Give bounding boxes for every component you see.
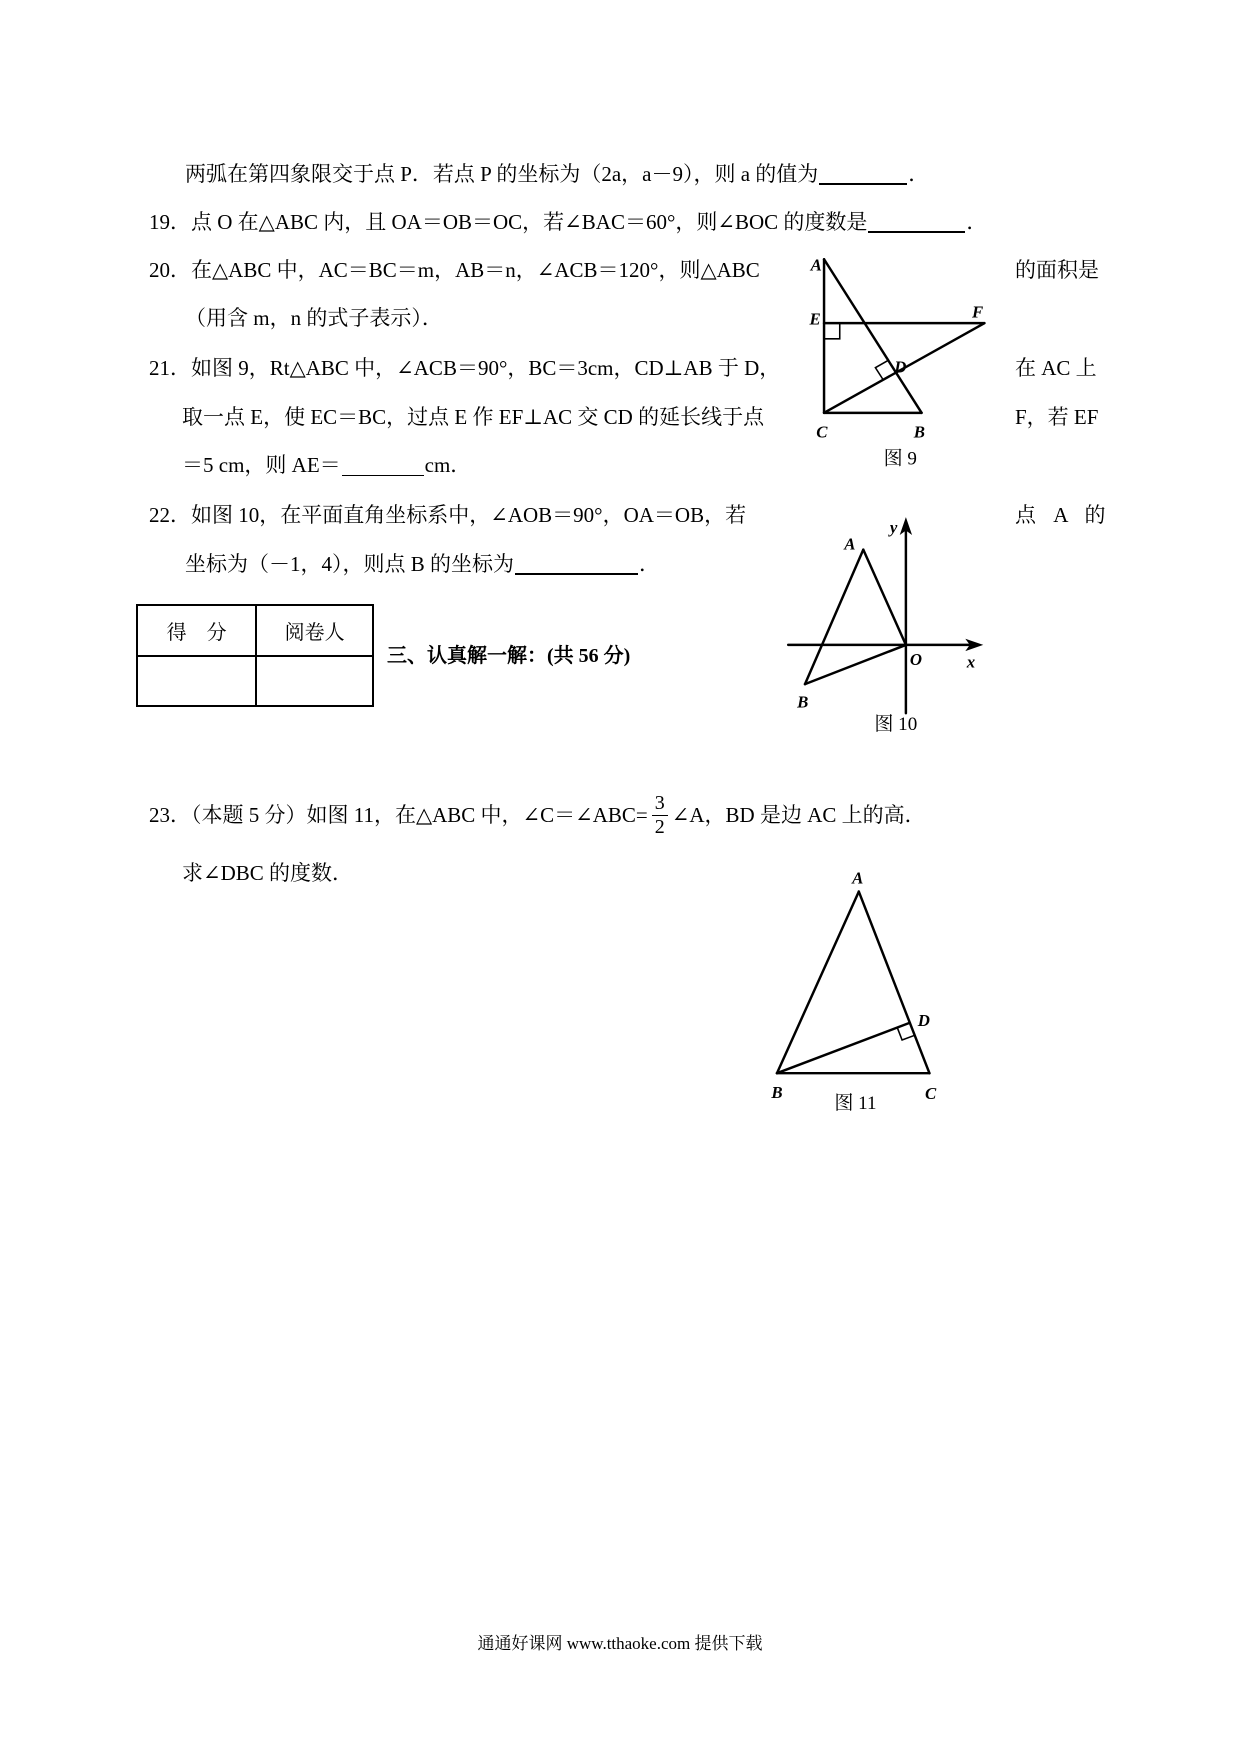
score-table xyxy=(136,604,374,707)
fig10-label-B: B xyxy=(797,692,809,712)
score-table-body-row xyxy=(137,656,373,706)
fig10-x-axis-arrow-icon xyxy=(965,639,983,651)
fig11-label-A: A xyxy=(852,868,864,888)
fig9-caption: 图 9 xyxy=(883,448,917,470)
fraction-numerator: 3 xyxy=(652,792,668,816)
score-cell xyxy=(137,656,256,706)
fig9-label-D: D xyxy=(894,357,907,377)
figure-9 xyxy=(808,255,984,469)
fig11-label-D: D xyxy=(917,1011,930,1031)
q23-line-1 xyxy=(149,789,926,841)
q22-line-2-text: 坐标为（－1，4），则点 B 的坐标为 xyxy=(185,552,515,576)
q22-line-2 xyxy=(185,552,660,576)
q22-line-1: 22．如图 10，在平面直角坐标系中，∠AOB＝90°，OA＝OB，若 xyxy=(149,503,747,527)
fig11-segment-BD xyxy=(777,1023,910,1073)
q21-line-3 xyxy=(182,453,471,477)
fig11-segment-AB xyxy=(777,892,859,1074)
fig11-label-C: C xyxy=(924,1083,937,1103)
answer-blank xyxy=(515,557,638,575)
fig10-y-axis-arrow-icon xyxy=(900,517,912,535)
grader-header: 阅卷人 xyxy=(256,605,373,656)
answer-blank xyxy=(819,167,907,185)
fig10-segment-AB xyxy=(805,550,863,685)
grader-cell xyxy=(256,656,373,706)
q23-text-before-fraction: 23．（本题 5 分）如图 11，在△ABC 中，∠C＝∠ABC= xyxy=(149,803,648,827)
fig10-segment-OB xyxy=(805,645,906,684)
q20-line-2: （用含 m，n 的式子表示）． xyxy=(185,306,443,330)
fig11-right-angle-mark-D xyxy=(897,1028,914,1040)
q21-line-2: 取一点 E，使 EC＝BC，过点 E 作 EF⊥AC 交 CD 的延长线于点 xyxy=(182,405,765,429)
q21-line-2-right: F，若 EF xyxy=(1015,405,1099,429)
fraction-denominator: 2 xyxy=(654,815,665,838)
fig9-label-C: C xyxy=(816,422,828,442)
fraction xyxy=(652,792,668,839)
fig9-right-angle-mark-E xyxy=(824,323,840,339)
q21-line-3-unit: cm． xyxy=(424,453,472,477)
q18-end: ． xyxy=(908,162,930,186)
q21-line-1-right: 在 AC 上 xyxy=(1015,356,1097,380)
q22-line-2-end: ． xyxy=(639,552,661,576)
q18-text: 两弧在第四象限交于点 P．若点 P 的坐标为（2a，a－9），则 a 的值为 xyxy=(185,162,819,186)
fig9-segment-CF xyxy=(824,323,984,413)
q23-line-2: 求∠DBC 的度数． xyxy=(182,861,354,885)
q18-continuation-line xyxy=(185,162,929,186)
score-header: 得 分 xyxy=(137,605,256,656)
fig9-label-B: B xyxy=(913,422,925,442)
fig10-label-y: y xyxy=(889,517,898,537)
figure-11 xyxy=(770,869,937,1114)
page-footer: 通通好课网 www.tthaoke.com 提供下载 xyxy=(477,1634,763,1653)
fig11-caption: 图 11 xyxy=(834,1093,877,1115)
fig9-label-E: E xyxy=(809,309,821,329)
q20-line-1: 20．在△ABC 中，AC＝BC＝m，AB＝n，∠ACB＝120°，则△ABC xyxy=(149,258,760,282)
q22-line-1-right: 点 A 的 xyxy=(1015,503,1106,527)
q21-line-3-text: ＝5 cm，则 AE＝ xyxy=(182,453,341,477)
fig10-label-O: O xyxy=(909,650,923,670)
q19-line xyxy=(149,210,987,234)
q23-text-after-fraction: ∠A，BD 是边 AC 上的高． xyxy=(671,803,926,827)
q19-text: 19．点 O 在△ABC 内，且 OA＝OB＝OC，若∠BAC＝60°，则∠BOC 的度数是 xyxy=(149,210,868,234)
fig10-label-A: A xyxy=(844,534,856,554)
q20-line-1-right: 的面积是 xyxy=(1015,258,1099,282)
score-table-header-row xyxy=(137,605,373,656)
answer-blank xyxy=(342,459,424,476)
fig10-segment-AO xyxy=(863,550,906,645)
section-heading: 三、认真解一解：(共 56 分) xyxy=(387,645,631,667)
fig11-label-B: B xyxy=(771,1082,783,1102)
fig11-segment-AC xyxy=(859,892,930,1074)
fig10-label-x: x xyxy=(966,652,976,672)
fig9-right-angle-mark-D xyxy=(875,360,888,379)
fig9-label-F: F xyxy=(972,302,984,322)
figure-10 xyxy=(788,517,983,735)
q21-line-1: 21．如图 9，Rt△ABC 中，∠ACB＝90°，BC＝3cm，CD⊥AB 于 D， xyxy=(149,356,781,380)
answer-blank xyxy=(868,215,965,233)
fig10-caption: 图 10 xyxy=(874,714,918,736)
fig9-label-A: A xyxy=(810,255,822,275)
fig9-segment-AB xyxy=(824,259,922,413)
q19-end: ． xyxy=(966,210,988,234)
